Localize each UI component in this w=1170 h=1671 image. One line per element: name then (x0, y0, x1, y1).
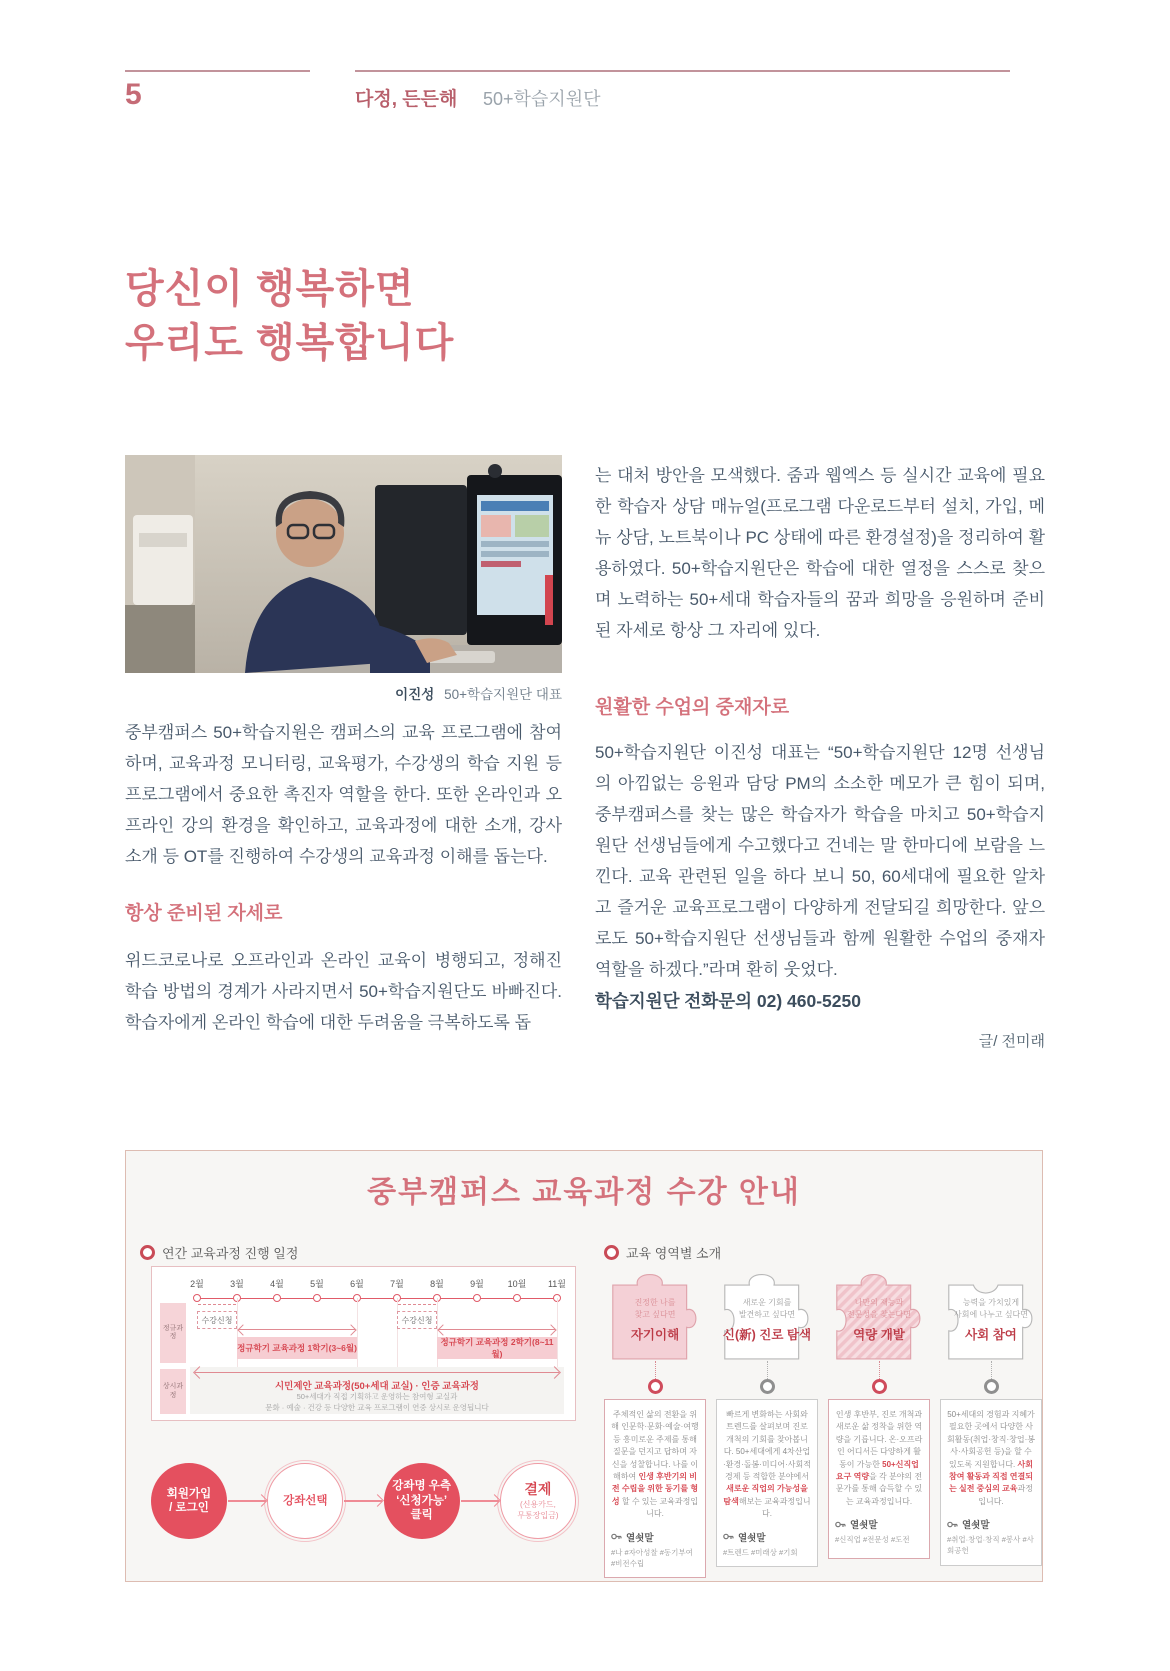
key-icon (723, 1531, 734, 1542)
tagline-line: 전문성을 찾는다면 (846, 1309, 912, 1319)
timeline-months (185, 1277, 569, 1290)
month-label: 5월 (310, 1279, 324, 1289)
flow-step-payment (500, 1463, 576, 1539)
apply-period-1 (197, 1311, 237, 1329)
flow-step-line: / 로그인 (169, 1502, 209, 1514)
flow-step-click-apply (384, 1463, 460, 1539)
page-title (125, 262, 454, 370)
domain-col-self-understanding (604, 1269, 706, 1578)
dashed-span-arrow (198, 1304, 236, 1305)
always-course-title: 시민제안 교육과정(50+세대 교실) · 인증 교육과정 (275, 1381, 479, 1392)
domain-description: 빠르게 변화하는 사회와 트렌드를 살펴보며 진로 개척의 기회를 찾아봅니다. 50+세대에게 4차산업·환경·돌봄·미디어·사회적경제 등 적합한 분야에서 새로운 직업의 가능성을 탐색해보는 교육과정입니다. (723, 1410, 811, 1519)
tagline-line: 찾고 싶다면 (634, 1309, 676, 1319)
apply-label: 수강신청 (201, 1315, 233, 1325)
key-icon (947, 1519, 958, 1530)
schedule-label-text: 연간 교육과정 진행 일정 (162, 1246, 299, 1261)
month-label: 10월 (507, 1279, 527, 1289)
always-course-area (190, 1367, 564, 1414)
section-title: 다정, 든든해 (355, 89, 458, 110)
photo-caption (125, 683, 562, 703)
flow-step-line: 강좌선택 (283, 1494, 328, 1507)
month-label: 4월 (270, 1279, 284, 1289)
puzzle-title: 역량 개발 (853, 1328, 905, 1342)
puzzle-tagline (716, 1297, 818, 1320)
puzzle-title: 사회 참여 (965, 1328, 1017, 1342)
domain-description: 주체적인 삶의 전환을 위해 인문학·문화·예술·여행 등 흥미로운 주제를 통해 질문을 던지고 답하며 자신을 성찰합니다. 나를 이해하여 인생 후반기의 비전 수립을 위한 동기를 형성 할 수 있는 교육과정입니다. (611, 1410, 699, 1519)
keyword-row (835, 1517, 923, 1531)
dotted-connector (991, 1361, 992, 1379)
domain-desc-box (604, 1399, 706, 1578)
flow-step-line: 클릭 (410, 1509, 433, 1522)
domain-desc-box (828, 1399, 930, 1559)
keyword-tags: #트렌드 #미래상 #기회 (723, 1547, 798, 1557)
photo-illustration (125, 455, 562, 673)
tagline-line: 새로운 기회를 (742, 1298, 792, 1307)
caption-role: 50+학습지원단 대표 (444, 687, 562, 702)
page-number: 5 (125, 78, 142, 111)
full-span-arrow (195, 1372, 559, 1373)
puzzle-tagline (828, 1297, 930, 1320)
keyword-row (611, 1530, 699, 1544)
caption-name: 이진성 (395, 687, 435, 702)
domains-label-text: 교육 영역별 소개 (626, 1246, 722, 1261)
ring-bullet-icon (140, 1245, 155, 1260)
tagline-line: 사회에 나누고 싶다면 (954, 1309, 1028, 1319)
tagline-line: 발견하고 싶다면 (738, 1309, 796, 1319)
flow-step-line: (신용카드, (520, 1499, 556, 1509)
row-label-regular: 정규과정 (160, 1303, 186, 1363)
keyword-label: 열쇳말 (626, 1532, 654, 1544)
span-arrow (439, 1329, 555, 1330)
flow-arrow-icon (461, 1500, 499, 1502)
schedule-timeline-panel (151, 1266, 576, 1421)
keyword-label: 열쇳말 (738, 1532, 766, 1544)
month-label: 11월 (547, 1279, 567, 1289)
tick-ring-icon (513, 1294, 521, 1302)
timeline-ticks (193, 1294, 561, 1302)
month-label: 7월 (390, 1279, 404, 1289)
right-paragraph-1: 는 대처 방안을 모색했다. 줌과 웹엑스 등 실시간 교육에 필요한 학습자 상담 매뉴얼(프로그램 다운로드부터 설치, 가입, 메뉴 상담, 노트북이나 PC 상태에 따른 환경설정)을 정리하여 활용하였다. 50+학습지원단은 학습에 대한 열정을 스스로 찾으며 노력하는 50+세대 학습자들의 꿈과 희망을 응원하며 준비된 자세로 항상 그 자리에 있다. (595, 466, 1045, 640)
puzzle-title: 자기이해 (630, 1328, 680, 1342)
month-label: 6월 (350, 1279, 364, 1289)
byline: 글/ 전미래 (978, 1033, 1045, 1050)
schedule-section-label (140, 1243, 298, 1262)
term-label: 정규학기 교육과정 2학기(8~11월) (440, 1337, 554, 1359)
key-icon (611, 1531, 622, 1542)
puzzle-tagline (940, 1297, 1042, 1320)
domain-description: 인생 후반부, 진로 개척과 새로운 삶 정착을 위한 역량을 기릅니다. 온·오프라인 어디서든 다양하게 활동이 가능한 50+신직업 요구 역량을 각 분야의 전문가를 통해 습득할 수 있는 교육과정입니다. (835, 1410, 923, 1506)
tick-ring-icon (273, 1294, 281, 1302)
flow-step-line: ‘신청가능’ (396, 1494, 448, 1507)
dashed-span-arrow (398, 1304, 436, 1305)
dotted-connector (655, 1361, 656, 1379)
term-label: 정규학기 교육과정 1학기(3~6월) (237, 1343, 357, 1353)
flow-step-line: 결제 (524, 1481, 552, 1498)
left-paragraph-1: 중부캠퍼스 50+학습지원은 캠퍼스의 교육 프로그램에 참여하며, 교육과정 모니터링, 교육평가, 수강생의 학습 지원 등 프로그램에서 중요한 촉진자 역할을 한다. 또한 온라인과 오프라인 강의 환경을 확인하고, 교육과정에 대한 소개, 강사 소개 등 OT를 진행하여 수강생의 교육과정 이해를 돕는다. (125, 723, 562, 866)
flow-arrow-icon (228, 1500, 266, 1502)
keyword-row (723, 1530, 811, 1544)
keyword-tags: #신직업 #전문성 #도전 (835, 1535, 910, 1545)
tick-ring-icon (193, 1294, 201, 1302)
domain-col-new-career (716, 1269, 818, 1567)
domains-section-label (604, 1243, 721, 1262)
key-icon (835, 1519, 846, 1530)
puzzle-title: 신(新) 진로 탐색 (722, 1328, 812, 1342)
month-label: 9월 (470, 1279, 484, 1289)
article-photo (125, 455, 562, 673)
flow-step-line: 무통장입금) (517, 1510, 559, 1520)
tagline-line: 능력을 가치있게 (962, 1298, 1020, 1307)
always-course-desc2: 문화 · 예술 · 건강 등 다양한 교육 프로그램이 연중 상시로 운영됩니다 (265, 1402, 489, 1412)
tagline-line: 진정한 나를 (634, 1298, 676, 1307)
connector-ring-icon (984, 1379, 999, 1394)
domain-desc-box (716, 1399, 818, 1567)
keyword-tags: #나 #자아성찰 #동기부여 #비전수립 (611, 1547, 693, 1568)
term-1-bar (237, 1337, 357, 1359)
connector-ring-icon (648, 1379, 663, 1394)
left-heading: 항상 준비된 자세로 (125, 903, 283, 924)
term-2-bar (437, 1337, 557, 1359)
dotted-connector (767, 1361, 768, 1379)
keyword-tags: #취업·창업·창직 #봉사 #사회공헌 (947, 1535, 1034, 1556)
keyword-label: 열쇳말 (850, 1520, 878, 1532)
connector-ring-icon (760, 1379, 775, 1394)
right-heading: 원활한 수업의 중재자로 (595, 697, 790, 718)
flow-arrow-icon (344, 1500, 382, 1502)
left-paragraph-2: 위드코로나로 오프라인과 온라인 교육이 병행되고, 정해진 학습 방법의 경계가 사라지면서 50+학습지원단도 바빠진다. 학습자에게 온라인 학습에 대한 두려움을 극복하도록 돕 (125, 951, 562, 1032)
page-title-line1: 당신이 행복하면 (125, 267, 415, 311)
course-guide-box (125, 1150, 1043, 1582)
right-paragraph-2: 50+학습지원단 이진성 대표는 “50+학습지원단 12명 선생님의 아낌없는 응원과 담당 PM의 소소한 메모가 큰 힘이 되며, 중부캠퍼스를 찾는 많은 학습자가 학습을 마치고 50+학습지원단 선생님들에게 수고했다고 건네는 말 한마디에 보람을 느낀다. 교육 관련된 일을 하다 보니 50, 60세대에 필요한 알차고 즐거운 교육프로그램이 다양하게 전달되길 희망한다. 앞으로도 50+학습지원단 선생님들과 함께 원활한 수업의 중재자 역할을 하겠다.”라며 환히 웃었다. (595, 743, 1045, 979)
domain-description: 50+세대의 경험과 지혜가 필요한 곳에서 다양한 사회활동(취업·창직·창업·봉사·사회공헌 등)을 할 수 있도록 지원합니다. 사회참여 활동과 직접 연결되는 실전 중심의 교육과정입니다. (947, 1410, 1035, 1506)
month-label: 2월 (190, 1279, 204, 1289)
page-title-line2: 우리도 행복합니다 (125, 321, 455, 365)
flow-step-line: 회원가입 (166, 1487, 212, 1500)
enrolment-flow (151, 1456, 576, 1546)
domain-col-competency (828, 1269, 930, 1559)
dotted-connector (879, 1361, 880, 1379)
apply-label: 수강신청 (401, 1315, 433, 1325)
section-subtitle: 50+학습지원단 (483, 89, 601, 109)
tick-ring-icon (473, 1294, 481, 1302)
keyword-label: 열쇳말 (962, 1520, 990, 1532)
puzzle-tagline (604, 1297, 706, 1320)
header-rule-right (355, 70, 1010, 72)
keyword-row (947, 1517, 1035, 1531)
apply-period-2 (397, 1311, 437, 1329)
always-course-desc1: 50+세대가 직접 기획하고 운영하는 참여형 교실과 (296, 1392, 458, 1401)
domain-col-social-participation (940, 1269, 1042, 1566)
guide-box-title: 중부캠퍼스 교육과정 수강 안내 (367, 1176, 801, 1209)
month-label: 8월 (430, 1279, 444, 1289)
domain-desc-box (940, 1399, 1042, 1566)
tick-ring-icon (313, 1294, 321, 1302)
phone-contact: 학습지원단 전화문의 02) 460-5250 (595, 991, 861, 1011)
connector-ring-icon (872, 1379, 887, 1394)
ring-bullet-icon (604, 1245, 619, 1260)
month-label: 3월 (230, 1279, 244, 1289)
tagline-line: 나만의 재능과 (854, 1298, 904, 1307)
span-arrow (239, 1329, 355, 1330)
header-rule-left (125, 70, 310, 72)
flow-step-signup (151, 1463, 227, 1539)
flow-step-select-course (267, 1463, 343, 1539)
flow-step-line: 강좌명 우측 (392, 1480, 451, 1493)
row-label-always: 상시과정 (160, 1369, 186, 1414)
